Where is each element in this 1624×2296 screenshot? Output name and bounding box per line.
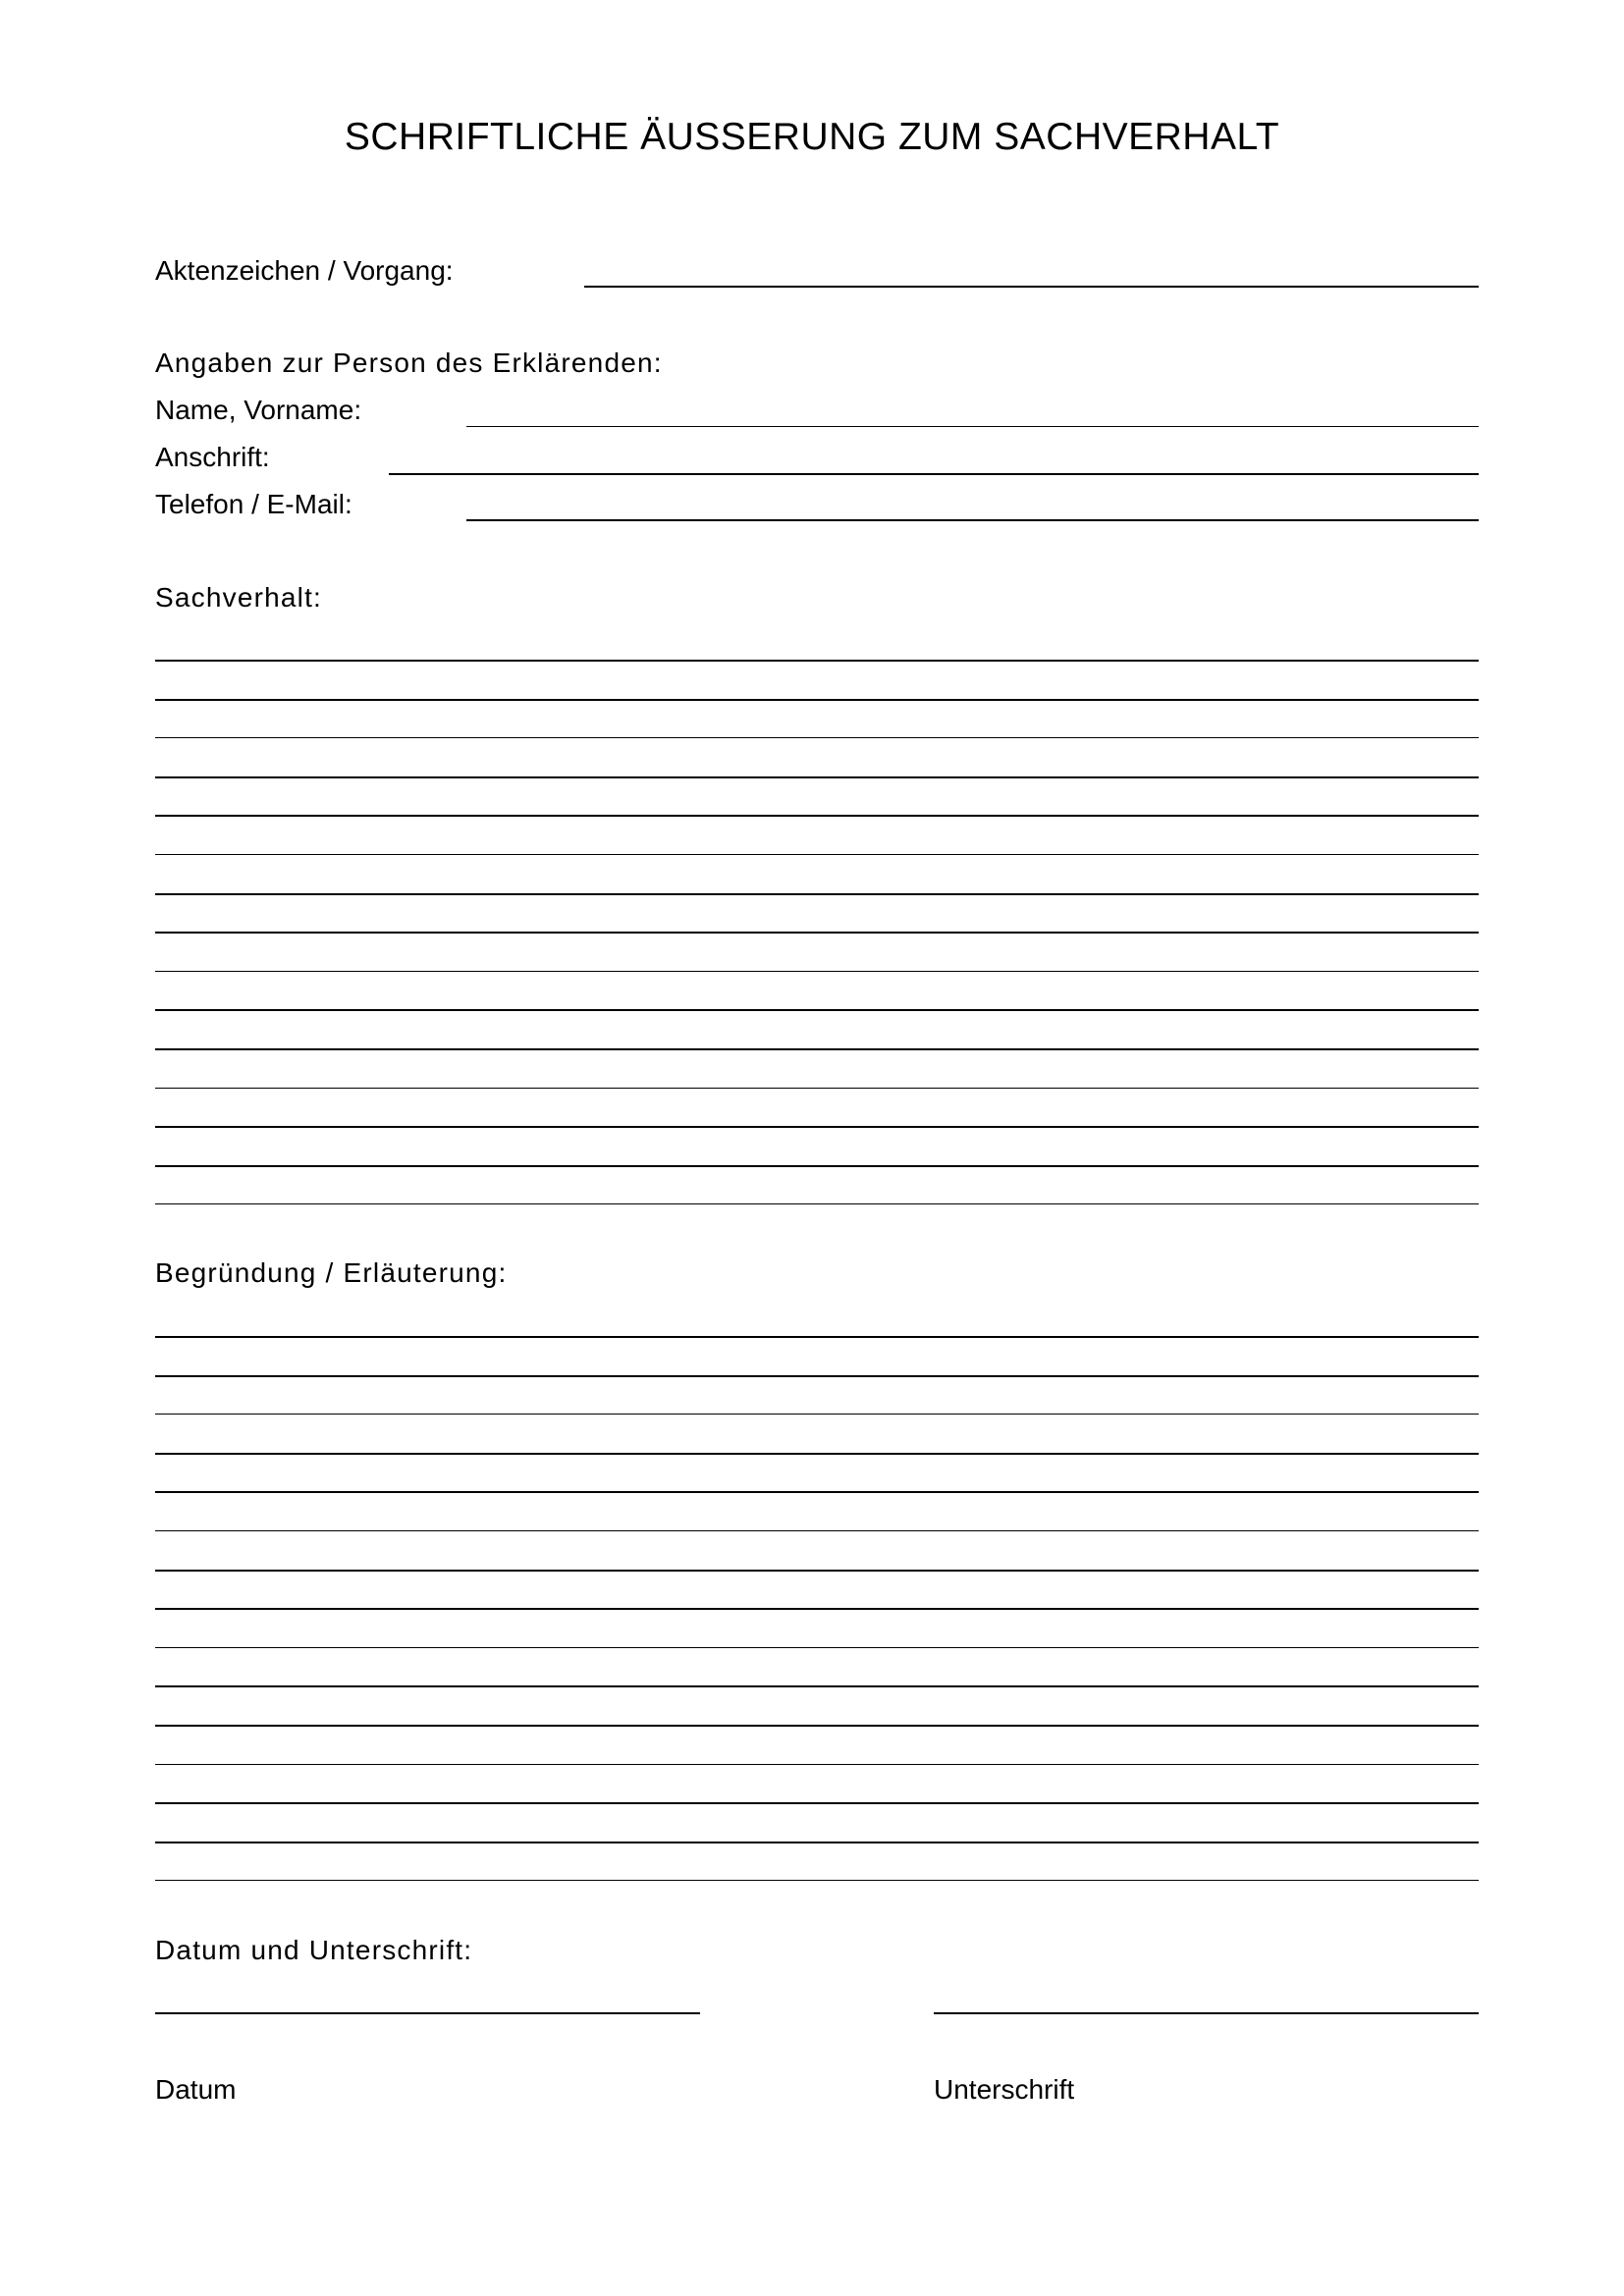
reasoning-line[interactable] <box>155 1453 1479 1455</box>
reasoning-line[interactable] <box>155 1336 1479 1338</box>
facts-line[interactable] <box>155 1126 1479 1128</box>
facts-line[interactable] <box>155 660 1479 662</box>
facts-line[interactable] <box>155 815 1479 817</box>
facts-line[interactable] <box>155 1088 1479 1089</box>
reasoning-line[interactable] <box>155 1608 1479 1610</box>
reasoning-line[interactable] <box>155 1842 1479 1843</box>
case-ref-field[interactable] <box>584 286 1479 288</box>
contact-field[interactable] <box>466 519 1479 521</box>
reasoning-line[interactable] <box>155 1491 1479 1493</box>
person-heading: Angaben zur Person des Erklärenden: <box>155 347 663 378</box>
facts-line[interactable] <box>155 854 1479 855</box>
address-label: Anschrift: <box>155 442 270 472</box>
date-field[interactable] <box>155 2012 700 2014</box>
reasoning-line[interactable] <box>155 1375 1479 1377</box>
signature-label: Unterschrift <box>934 2074 1075 2105</box>
signature-heading: Datum und Unterschrift: <box>155 1935 473 1965</box>
facts-heading: Sachverhalt: <box>155 582 323 613</box>
reasoning-heading: Begründung / Erläuterung: <box>155 1257 508 1288</box>
date-label: Datum <box>155 2074 237 2105</box>
facts-line[interactable] <box>155 1165 1479 1167</box>
facts-line[interactable] <box>155 893 1479 895</box>
name-field[interactable] <box>466 426 1479 427</box>
facts-line[interactable] <box>155 776 1479 778</box>
facts-line[interactable] <box>155 1048 1479 1050</box>
facts-line[interactable] <box>155 971 1479 972</box>
reasoning-line[interactable] <box>155 1530 1479 1531</box>
name-label: Name, Vorname: <box>155 395 362 425</box>
reasoning-line[interactable] <box>155 1725 1479 1727</box>
contact-label: Telefon / E-Mail: <box>155 489 352 519</box>
reasoning-line[interactable] <box>155 1647 1479 1648</box>
facts-line[interactable] <box>155 737 1479 738</box>
facts-line[interactable] <box>155 932 1479 934</box>
reasoning-line[interactable] <box>155 1414 1479 1415</box>
reasoning-line[interactable] <box>155 1570 1479 1572</box>
signature-field[interactable] <box>934 2012 1479 2014</box>
address-field[interactable] <box>389 473 1479 475</box>
reasoning-line[interactable] <box>155 1880 1479 1881</box>
case-ref-label: Aktenzeichen / Vorgang: <box>155 255 454 286</box>
reasoning-line[interactable] <box>155 1802 1479 1804</box>
facts-line[interactable] <box>155 699 1479 701</box>
reasoning-line[interactable] <box>155 1685 1479 1687</box>
facts-line[interactable] <box>155 1203 1479 1204</box>
page-title: SCHRIFTLICHE ÄUSSERUNG ZUM SACHVERHALT <box>344 116 1280 158</box>
facts-line[interactable] <box>155 1009 1479 1011</box>
reasoning-line[interactable] <box>155 1764 1479 1765</box>
